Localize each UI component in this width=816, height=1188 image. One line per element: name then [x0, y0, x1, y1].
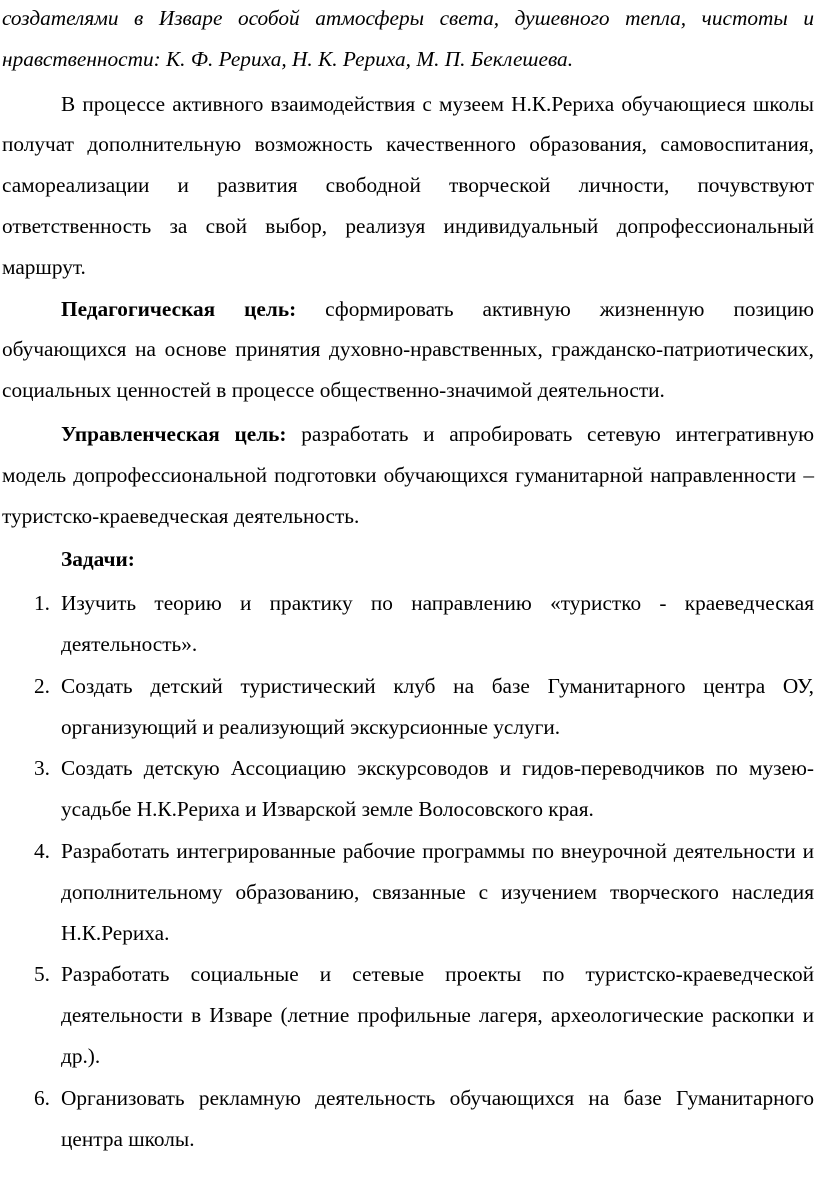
- task-item: [2, 1078, 814, 1160]
- pedagogical-goal-paragraph: [2, 289, 814, 411]
- task-item: [2, 666, 814, 748]
- process-paragraph: В процессе активного взаимодействия с музеем Н.К.Рериха обучающиеся школы получат дополнительную возможность качественного образования, самовоспитания, самореализации и развития свободной творческой личности, почувствуют ответственность за свой выбор, реализуя индивидуальный допрофессиональный маршрут.: [2, 91, 814, 279]
- management-goal-paragraph: [2, 414, 814, 536]
- management-goal-text: разработать и апробировать сетевую интегративную модель допрофессиональной подготовки обучающихся гуманитарной направленности – туристско-краеведческая деятельность.: [2, 421, 815, 528]
- task-item: [2, 954, 814, 1076]
- task-item: [2, 831, 814, 953]
- task-number: 1.: [34, 591, 50, 616]
- task-number: 4.: [34, 838, 50, 863]
- task-number: 3.: [34, 756, 50, 781]
- task-text: Организовать рекламную деятельность обучающихся на базе Гуманитарного центра школы.: [61, 1085, 814, 1151]
- task-number: 6.: [34, 1085, 50, 1110]
- task-number: 5.: [34, 962, 50, 987]
- task-number: 2.: [34, 673, 50, 698]
- tasks-list: [2, 583, 814, 1159]
- task-item: [2, 583, 814, 665]
- intro-paragraph: создателями в Изваре особой атмосферы света, душевного тепла, чистоты и нравственности: К. Ф. Рериха, Н. К. Рериха, М. П. Беклешева.: [2, 6, 814, 71]
- pedagogical-goal-text: сформировать активную жизненную позицию обучающихся на основе принятия духовно-нравственных, гражданско-патриотических, социальных ценностей в процессе общественно-значимой деятельности.: [2, 296, 814, 403]
- document-page: [2, 0, 814, 1159]
- management-goal-label: Управленческая цель:: [61, 421, 287, 446]
- tasks-heading: Задачи:: [61, 547, 135, 572]
- task-text: Создать детский туристический клуб на базе Гуманитарного центра ОУ, организующий и реализующий экскурсионные услуги.: [61, 673, 814, 739]
- task-item: [2, 748, 814, 830]
- pedagogical-goal-label: Педагогическая цель:: [61, 296, 297, 321]
- task-text: Изучить теорию и практику по направлению «туристко - краеведческая деятельность».: [61, 591, 814, 656]
- task-text: Разработать социальные и сетевые проекты по туристско-краеведческой деятельности в Изваре (летние профильные лагеря, археологические раскопки и др.).: [61, 962, 814, 1068]
- task-text: Разработать интегрированные рабочие программы по внеурочной деятельности и дополнительному образованию, связанные с изучением творческого наследия Н.К.Рериха.: [61, 838, 814, 945]
- task-text: Создать детскую Ассоциацию экскурсоводов и гидов-переводчиков по музею-усадьбе Н.К.Рериха и Изварской земле Волосовского края.: [61, 756, 814, 822]
